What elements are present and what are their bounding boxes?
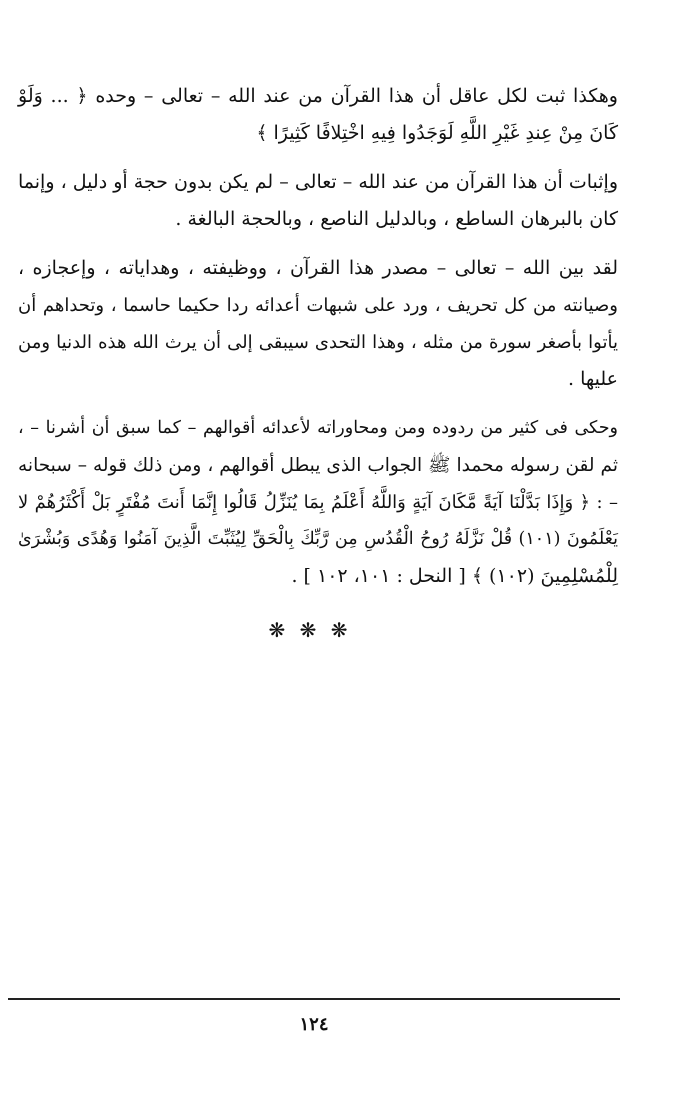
text-line: وهكذا ثبت لكل عاقل أن هذا القرآن من عند الله – تعالى – وحده ﴿ ... وَلَوْ (18, 85, 618, 107)
text-line: لِلْمُسْلِمِينَ (١٠٢) ﴾ [ النحل : ١٠١، ١٠٢ ] . (291, 565, 618, 587)
paragraph-3 (18, 250, 618, 398)
main-text (18, 78, 618, 607)
text-line: يَعْلَمُونَ (١٠١) قُلْ نَزَّلَهُ رُوحُ الْقُدُسِ مِن رَّبِّكَ بِالْحَقِّ لِيُثَبِّتَ الَّذِينَ آمَنُوا وَهُدًى وَبُشْرَىٰ (18, 529, 618, 549)
text-line: لقد بين الله – تعالى – مصدر هذا القرآن ، ووظيفته ، وهداياته ، وإعجازه ، (18, 257, 618, 279)
text-line: يأتوا بأصغر سورة من مثله ، وهذا التحدى سيبقى إلى أن يرث الله هذه الدنيا ومن (18, 332, 618, 353)
text-line: كان بالبرهان الساطع ، وبالدليل الناصع ، وبالحجة البالغة . (175, 208, 618, 230)
text-line: – : ﴿ وَإِذَا بَدَّلْنَا آيَةً مَّكَانَ آيَةٍ وَاللَّهُ أَعْلَمُ بِمَا يُنَزِّلُ قَالُوا إِنَّمَا أَنتَ مُفْتَرٍ بَلْ أَكْثَرُهُمْ لا (18, 492, 618, 513)
text-line: وإثبات أن هذا القرآن من عند الله – تعالى – لم يكن بدون حجة أو دليل ، وإنما (18, 171, 618, 193)
text-line: وحكى فى كثير من ردوده ومن ومحاوراته لأعدائه أقوالهم – كما سبق أن أشرنا – ، (18, 418, 618, 438)
page-number: ١٢٤ (299, 1014, 329, 1035)
paragraph-1 (18, 78, 618, 152)
text-line: كَانَ مِنْ عِندِ غَيْرِ اللَّهِ لَوَجَدُوا فِيهِ اخْتِلافًا كَثِيرًا ﴾ (256, 122, 618, 144)
text-line: ثم لقن رسوله محمدا ﷺ الجواب الذى يبطل أقوالهم ، ومن ذلك قوله – سبحانه (18, 455, 618, 476)
paragraph-4 (18, 410, 618, 595)
paragraph-2 (18, 164, 618, 238)
footer-rule (8, 998, 620, 1000)
section-separator: ❋ ❋ ❋ (268, 618, 352, 642)
text-line: وصيانته من كل تحريف ، ورد على شبهات أعدائه ردا حكيما حاسما ، وتحداهم أن (18, 295, 618, 316)
text-line: عليها . (568, 368, 618, 390)
